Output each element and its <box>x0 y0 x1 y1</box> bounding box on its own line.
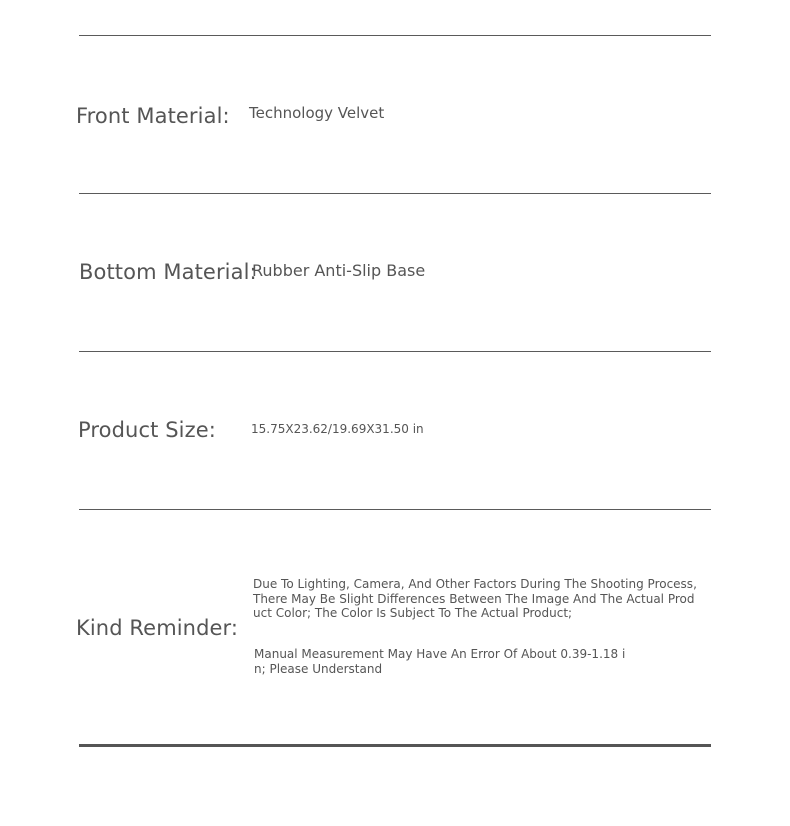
bottom-material-label: Bottom Material: <box>79 260 257 284</box>
reminder-line: uct Color; The Color Is Subject To The Actual Product; <box>253 606 573 620</box>
reminder-line: Manual Measurement May Have An Error Of About 0.39-1.18 i <box>254 647 626 661</box>
front-material-label: Front Material: <box>76 104 230 128</box>
divider-1 <box>79 193 711 194</box>
reminder-paragraph-1 <box>253 577 697 621</box>
divider-top <box>79 35 711 36</box>
product-size-label: Product Size: <box>78 418 216 442</box>
divider-3 <box>79 509 711 510</box>
product-size-value: 15.75X23.62/19.69X31.50 in <box>251 422 424 436</box>
kind-reminder-label: Kind Reminder: <box>76 616 239 640</box>
front-material-value: Technology Velvet <box>249 104 385 122</box>
bottom-material-value: Rubber Anti-Slip Base <box>252 261 426 280</box>
reminder-paragraph-2 <box>254 647 684 676</box>
divider-bottom <box>79 744 711 747</box>
reminder-line: Due To Lighting, Camera, And Other Factors During The Shooting Process, <box>253 577 697 591</box>
reminder-line: n; Please Understand <box>254 661 383 676</box>
reminder-line: There May Be Slight Differences Between The Image And The Actual Prod <box>253 591 695 606</box>
divider-2 <box>79 351 711 352</box>
